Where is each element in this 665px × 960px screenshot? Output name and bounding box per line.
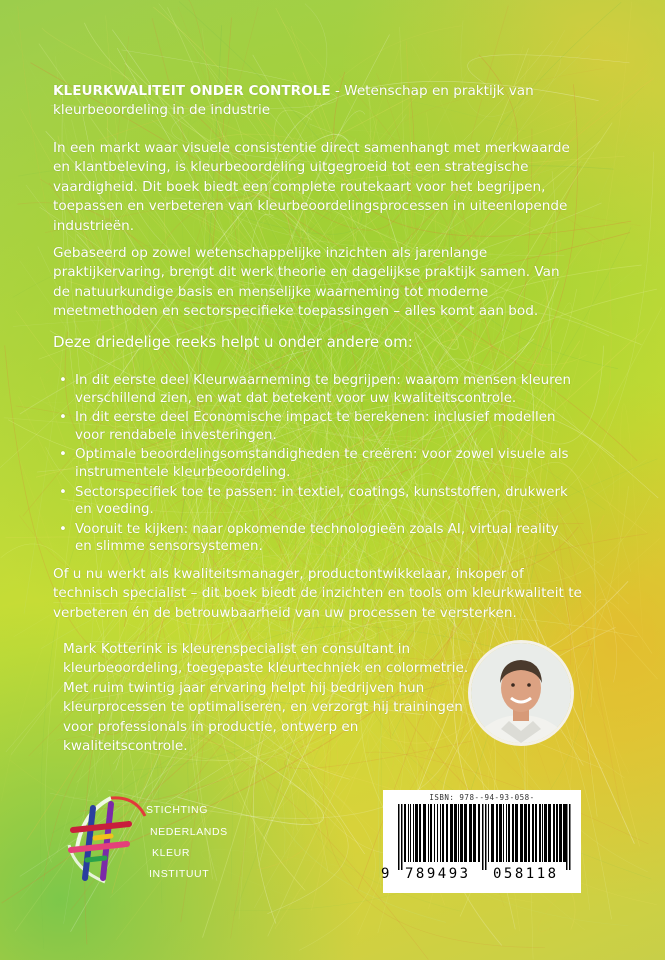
text-line: industrieën. bbox=[53, 217, 135, 234]
author-bio bbox=[63, 640, 483, 756]
list-item: • In dit eerste deel Kleurwaarneming te begrijpen: waarom mensen kleuren verschillend zien, en wat dat betekent voor uw kwaliteitscontrole. bbox=[53, 372, 593, 407]
text-line: Met ruim twintig jaar ervaring helpt hij bedrijven hun bbox=[63, 679, 425, 696]
isbn-label: ISBN: 978--94-93-058- bbox=[429, 793, 535, 802]
isbn-barcode bbox=[383, 790, 581, 893]
text-line: kwaliteitscontrole. bbox=[63, 738, 188, 755]
logo-text-line: INSTITUUT bbox=[149, 868, 210, 880]
title-main: KLEURKWALITEIT ONDER CONTROLE bbox=[53, 83, 331, 99]
logo-text-line: STICHTING bbox=[146, 804, 208, 816]
feature-list bbox=[53, 372, 593, 558]
text-line: voor professionals in productie, ontwerp en bbox=[63, 718, 359, 735]
title-subtitle-part2: kleurbeoordeling in de industrie bbox=[53, 102, 271, 119]
text-line: meetmethoden en sectorspecifieke toepassingen – alles komt aan bod. bbox=[53, 303, 539, 320]
text-line: In een markt waar visuele consistentie direct samenhangt met merkwaarde bbox=[53, 140, 570, 156]
text-line: technisch specialist – dit boek biedt de inzichten en tools om kleurkwaliteit te bbox=[53, 585, 582, 602]
intro-paragraph-1 bbox=[53, 139, 621, 236]
logo-text-line: NEDERLANDS bbox=[150, 826, 228, 838]
barcode-digits bbox=[383, 866, 581, 888]
closing-paragraph bbox=[53, 565, 621, 623]
text-line: praktijkervaring, brengt dit werk theorie en dagelijkse praktijk samen. Van bbox=[53, 264, 560, 281]
list-item: • Optimale beoordelingsomstandigheden te creëren: voor zowel visuele als instrumentele kleurbeoordeling. bbox=[53, 446, 593, 481]
stichting-nederlands-kleur-instituut-logo bbox=[65, 790, 265, 890]
globe-hash-icon bbox=[69, 798, 145, 882]
author-portrait-icon bbox=[471, 643, 571, 743]
barcode-digit-group-1: 789493 bbox=[405, 866, 471, 882]
text-line: de natuurkundige basis en menselijke waarneming tot moderne bbox=[53, 283, 489, 300]
text-line: Of u nu werkt als kwaliteitsmanager, productontwikkelaar, inkoper of bbox=[53, 566, 524, 582]
barcode-digit-first: 9 bbox=[381, 866, 390, 882]
book-title bbox=[53, 82, 621, 121]
text-line: en klantbeleving, is kleurbeoordeling uitgegroeid tot een strategische bbox=[53, 159, 529, 176]
title-subtitle-part1: - Wetenschap en praktijk van bbox=[330, 83, 534, 99]
text-line: kleurprocessen te optimaliseren, en verzorgt hij trainingen bbox=[63, 699, 463, 716]
barcode-digit-group-2: 058118 bbox=[493, 866, 559, 882]
text-line: Mark Kotterink is kleurenspecialist en consultant in bbox=[63, 641, 411, 657]
list-item: • Vooruit te kijken: naar opkomende technologieën zoals AI, virtual reality en slimme sensorsystemen. bbox=[53, 521, 593, 556]
list-heading: Deze driedelige reeks helpt u onder andere om: bbox=[53, 333, 413, 351]
text-line: verbeteren én de betrouwbaarheid van uw processen te versterken. bbox=[53, 604, 517, 621]
barcode-bars bbox=[392, 804, 572, 870]
text-line: vaardigheid. Dit boek biedt een complete routekaart voor het begrijpen, bbox=[53, 178, 546, 195]
text-line: toepassen en verbeteren van kleurbeoordelingsprocessen in uiteenlopende bbox=[53, 198, 568, 215]
list-item: • Sectorspecifiek toe te passen: in textiel, coatings, kunststoffen, drukwerk en voeding. bbox=[53, 484, 593, 519]
logo-text-line: KLEUR bbox=[152, 847, 191, 859]
text-line: Gebaseerd op zowel wetenschappelijke inzichten als jarenlange bbox=[53, 245, 488, 261]
list-item: • In dit eerste deel Economische impact te berekenen: inclusief modellen voor rendabele investeringen. bbox=[53, 409, 593, 444]
intro-paragraph-2 bbox=[53, 244, 621, 322]
author-photo bbox=[468, 640, 574, 746]
text-line: kleurbeoordeling, toegepaste kleurtechniek en colormetrie. bbox=[63, 660, 469, 677]
